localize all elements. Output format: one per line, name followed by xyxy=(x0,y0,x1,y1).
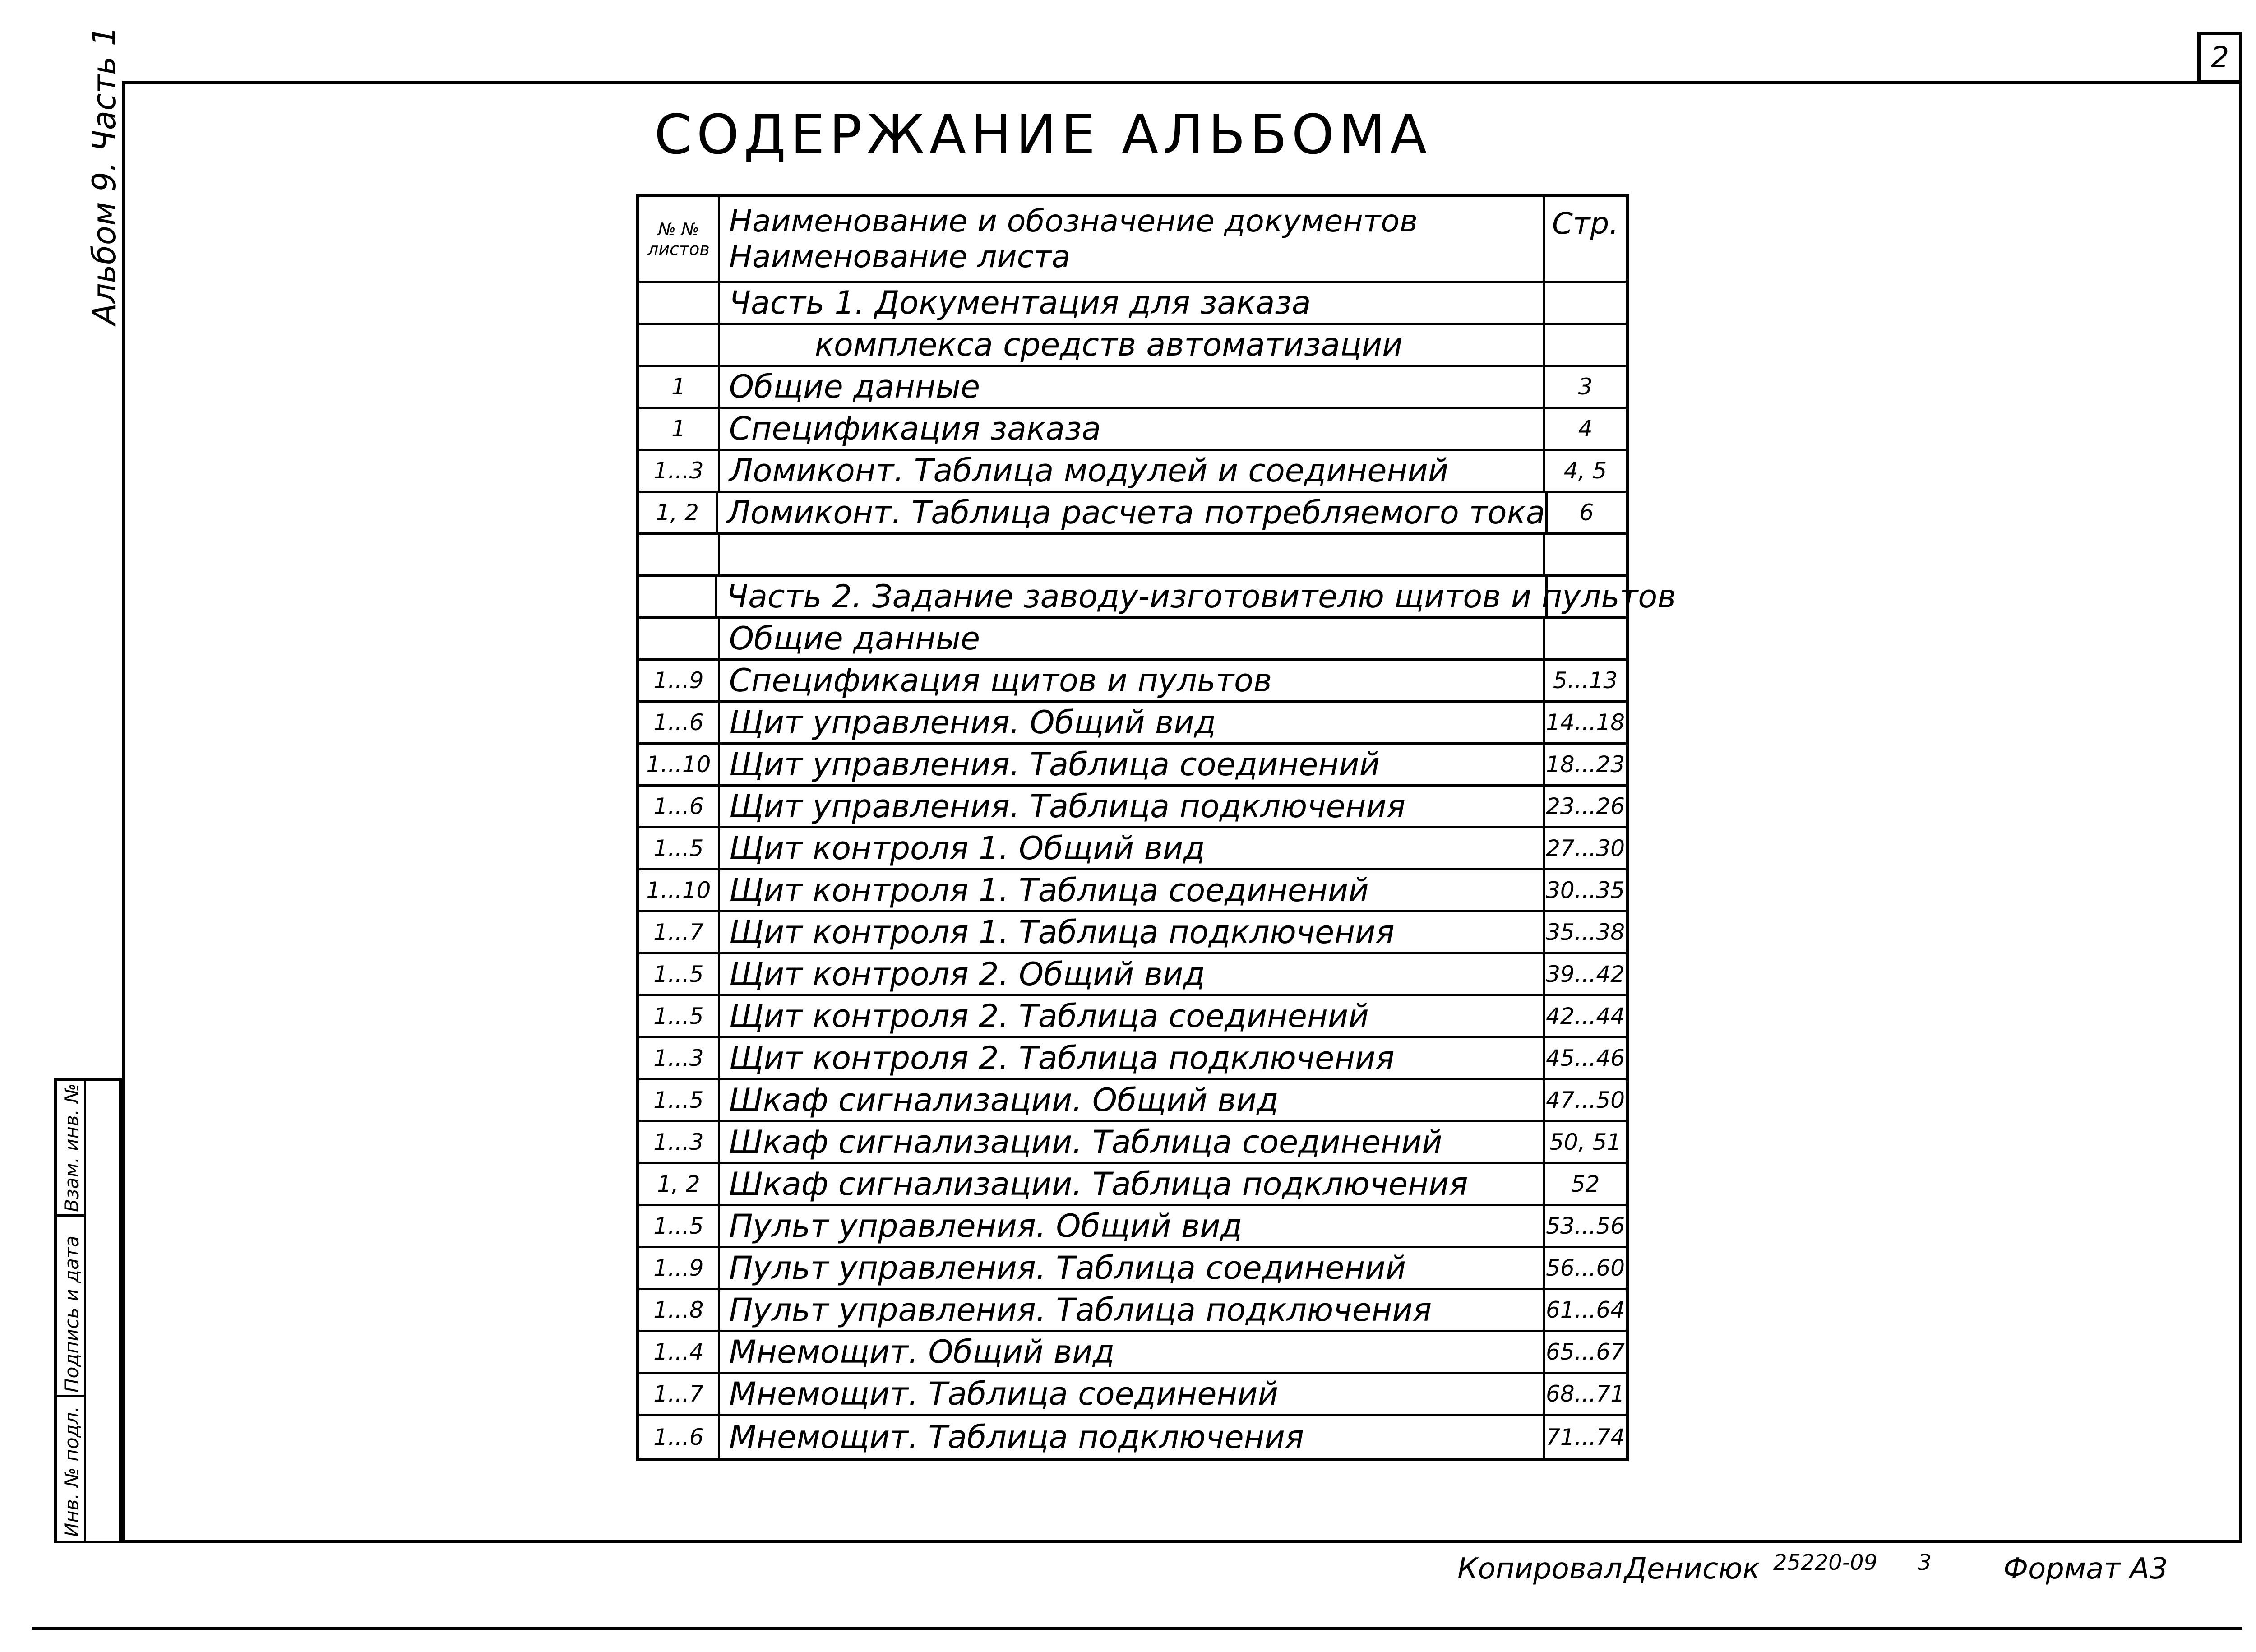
row-page: 52 xyxy=(1571,1171,1600,1197)
row-document-name: Пульт управления. Таблица подключения xyxy=(720,1290,1545,1330)
table-row xyxy=(639,954,1626,996)
document-number: 25220-09 xyxy=(1773,1550,1878,1575)
table-row xyxy=(639,1248,1626,1290)
header-name-line2: Наименование листа xyxy=(729,239,1071,275)
stamp-label-replacement: Взам. инв. № xyxy=(60,1083,83,1212)
row-page: 4 xyxy=(1578,416,1593,442)
row-sheet-numbers: 1 xyxy=(639,409,720,449)
row-page: 35...38 xyxy=(1546,919,1625,945)
row-sheet-numbers: 1...9 xyxy=(639,1248,720,1288)
row-sheet-numbers: 1, 2 xyxy=(639,493,718,532)
header-document-name xyxy=(720,197,1545,281)
row-document-name: Ломиконт. Таблица модулей и соединений xyxy=(720,451,1545,491)
row-sheet-numbers: 1...6 xyxy=(639,703,720,742)
row-page xyxy=(1548,577,1626,616)
row-sheet-numbers xyxy=(639,577,717,616)
table-row xyxy=(639,367,1626,409)
paper-format: Формат А3 xyxy=(2003,1552,2168,1586)
row-page: 50, 51 xyxy=(1549,1129,1622,1155)
row-page xyxy=(1545,619,1626,658)
row-sheet-numbers: 1...10 xyxy=(639,745,720,784)
row-page: 4, 5 xyxy=(1563,458,1607,484)
row-page: 30...35 xyxy=(1546,877,1625,903)
row-document-name: Щит управления. Общий вид xyxy=(720,703,1545,742)
row-sheet-numbers: 1...3 xyxy=(639,451,720,491)
table-row xyxy=(639,451,1626,493)
album-side-note: Альбом 9. Часть 1 xyxy=(86,26,123,325)
row-sheet-numbers: 1 xyxy=(639,367,720,407)
row-sheet-numbers: 1...10 xyxy=(639,870,720,910)
row-sheet-numbers: 1...5 xyxy=(639,1206,720,1246)
approval-stamp xyxy=(54,1078,122,1543)
row-sheet-numbers: 1...4 xyxy=(639,1332,720,1372)
row-document-name: Щит контроля 2. Таблица подключения xyxy=(720,1038,1545,1078)
row-sheet-numbers: 1...3 xyxy=(639,1122,720,1162)
row-page: 68...71 xyxy=(1546,1381,1625,1407)
sheet-number: 3 xyxy=(1918,1550,1932,1575)
row-sheet-numbers: 1...7 xyxy=(639,1374,720,1414)
table-row xyxy=(639,325,1626,367)
row-sheet-numbers: 1...6 xyxy=(639,787,720,826)
row-document-name: Общие данные xyxy=(720,619,1545,658)
table-row xyxy=(639,745,1626,787)
table-row xyxy=(639,1164,1626,1206)
row-document-name xyxy=(720,535,1545,574)
row-sheet-numbers: 1...8 xyxy=(639,1290,720,1330)
page-title: СОДЕРЖАНИЕ АЛЬБОМА xyxy=(654,104,1432,167)
row-document-name: Щит контроля 2. Таблица соединений xyxy=(720,996,1545,1036)
row-page: 5...13 xyxy=(1553,667,1618,694)
row-document-name: Щит контроля 1. Общий вид xyxy=(720,828,1545,868)
row-page: 42...44 xyxy=(1546,1003,1625,1029)
row-document-name: Спецификация заказа xyxy=(720,409,1545,449)
row-sheet-numbers xyxy=(639,619,720,658)
table-row xyxy=(639,1038,1626,1080)
row-document-name: Щит контроля 1. Таблица соединений xyxy=(720,870,1545,910)
row-sheet-numbers: 1...3 xyxy=(639,1038,720,1078)
table-row xyxy=(639,787,1626,828)
row-page: 18...23 xyxy=(1546,751,1625,777)
row-sheet-numbers: 1...9 xyxy=(639,661,720,700)
table-row xyxy=(639,535,1626,577)
bottom-trim-line xyxy=(32,1627,2242,1630)
row-sheet-numbers xyxy=(639,535,720,574)
row-page xyxy=(1545,535,1626,574)
row-sheet-numbers: 1...5 xyxy=(639,996,720,1036)
table-body xyxy=(639,283,1676,1458)
table-row xyxy=(639,1290,1626,1332)
table-row xyxy=(639,1332,1626,1374)
row-page: 71...74 xyxy=(1546,1424,1625,1450)
row-document-name: Мнемощит. Таблица подключения xyxy=(720,1416,1545,1458)
page-number: 2 xyxy=(2197,32,2242,83)
row-page: 45...46 xyxy=(1546,1045,1625,1071)
header-page: Стр. xyxy=(1552,206,1619,241)
table-row xyxy=(639,283,1626,325)
row-page: 6 xyxy=(1579,500,1594,526)
row-sheet-numbers: 1...5 xyxy=(639,828,720,868)
contents-table xyxy=(636,194,1676,1461)
row-page: 39...42 xyxy=(1546,961,1625,987)
row-document-name: Шкаф сигнализации. Таблица подключения xyxy=(720,1164,1545,1204)
row-page: 61...64 xyxy=(1546,1297,1625,1323)
row-page: 14...18 xyxy=(1546,709,1625,736)
row-document-name: Часть 1. Документация для заказа xyxy=(720,283,1545,323)
table-row xyxy=(639,870,1626,912)
table-row xyxy=(639,619,1626,661)
row-document-name: Мнемощит. Общий вид xyxy=(720,1332,1545,1372)
row-page: 47...50 xyxy=(1546,1087,1625,1113)
stamp-label-inventory: Инв. № подл. xyxy=(60,1406,83,1537)
header-sheet-numbers xyxy=(639,197,720,281)
row-document-name: комплекса средств автоматизации xyxy=(720,325,1545,365)
table-row xyxy=(639,828,1626,870)
table-row xyxy=(639,912,1626,954)
table-row xyxy=(639,577,1676,619)
row-document-name: Шкаф сигнализации. Таблица соединений xyxy=(720,1122,1545,1162)
row-page: 53...56 xyxy=(1546,1213,1625,1239)
row-page xyxy=(1545,283,1626,323)
table-row xyxy=(639,1122,1626,1164)
row-page: 23...26 xyxy=(1546,793,1625,819)
copied-label: Копировал xyxy=(1457,1552,1623,1586)
row-page xyxy=(1545,325,1626,365)
row-sheet-numbers xyxy=(639,283,720,323)
table-row xyxy=(639,1416,1626,1458)
table-row xyxy=(639,409,1626,451)
table-row xyxy=(639,996,1626,1038)
row-page: 65...67 xyxy=(1546,1339,1625,1365)
row-document-name: Общие данные xyxy=(720,367,1545,407)
copier-name: Денисюк xyxy=(1624,1552,1760,1586)
header-no-line1: № № xyxy=(658,219,699,239)
row-document-name: Шкаф сигнализации. Общий вид xyxy=(720,1080,1545,1120)
row-document-name: Часть 2. Задание заводу-изготовителю щитов и пультов xyxy=(717,577,1548,616)
row-sheet-numbers: 1...7 xyxy=(639,912,720,952)
table-row xyxy=(639,493,1626,535)
table-row xyxy=(639,661,1626,703)
stamp-label-signature: Подпись и дата xyxy=(60,1236,83,1393)
row-document-name: Спецификация щитов и пультов xyxy=(720,661,1545,700)
row-page: 3 xyxy=(1578,374,1593,400)
row-sheet-numbers: 1, 2 xyxy=(639,1164,720,1204)
row-document-name: Щит управления. Таблица подключения xyxy=(720,787,1545,826)
header-name-line1: Наименование и обозначение документов xyxy=(729,203,1418,239)
table-header-row xyxy=(639,197,1626,283)
row-document-name: Ломиконт. Таблица расчета потребляемого тока xyxy=(718,493,1548,532)
row-page: 27...30 xyxy=(1546,835,1625,861)
table-row xyxy=(639,1206,1626,1248)
row-document-name: Мнемощит. Таблица соединений xyxy=(720,1374,1545,1414)
row-document-name: Щит контроля 1. Таблица подключения xyxy=(720,912,1545,952)
table-row xyxy=(639,1080,1626,1122)
row-sheet-numbers: 1...5 xyxy=(639,1080,720,1120)
row-sheet-numbers: 1...6 xyxy=(639,1416,720,1458)
table-row xyxy=(639,703,1626,745)
row-sheet-numbers xyxy=(639,325,720,365)
row-document-name: Щит управления. Таблица соединений xyxy=(720,745,1545,784)
row-document-name: Пульт управления. Общий вид xyxy=(720,1206,1545,1246)
table-row xyxy=(639,1374,1626,1416)
row-document-name: Пульт управления. Таблица соединений xyxy=(720,1248,1545,1288)
header-no-line2: листов xyxy=(647,239,710,259)
row-page: 56...60 xyxy=(1546,1255,1625,1281)
row-sheet-numbers: 1...5 xyxy=(639,954,720,994)
row-document-name: Щит контроля 2. Общий вид xyxy=(720,954,1545,994)
